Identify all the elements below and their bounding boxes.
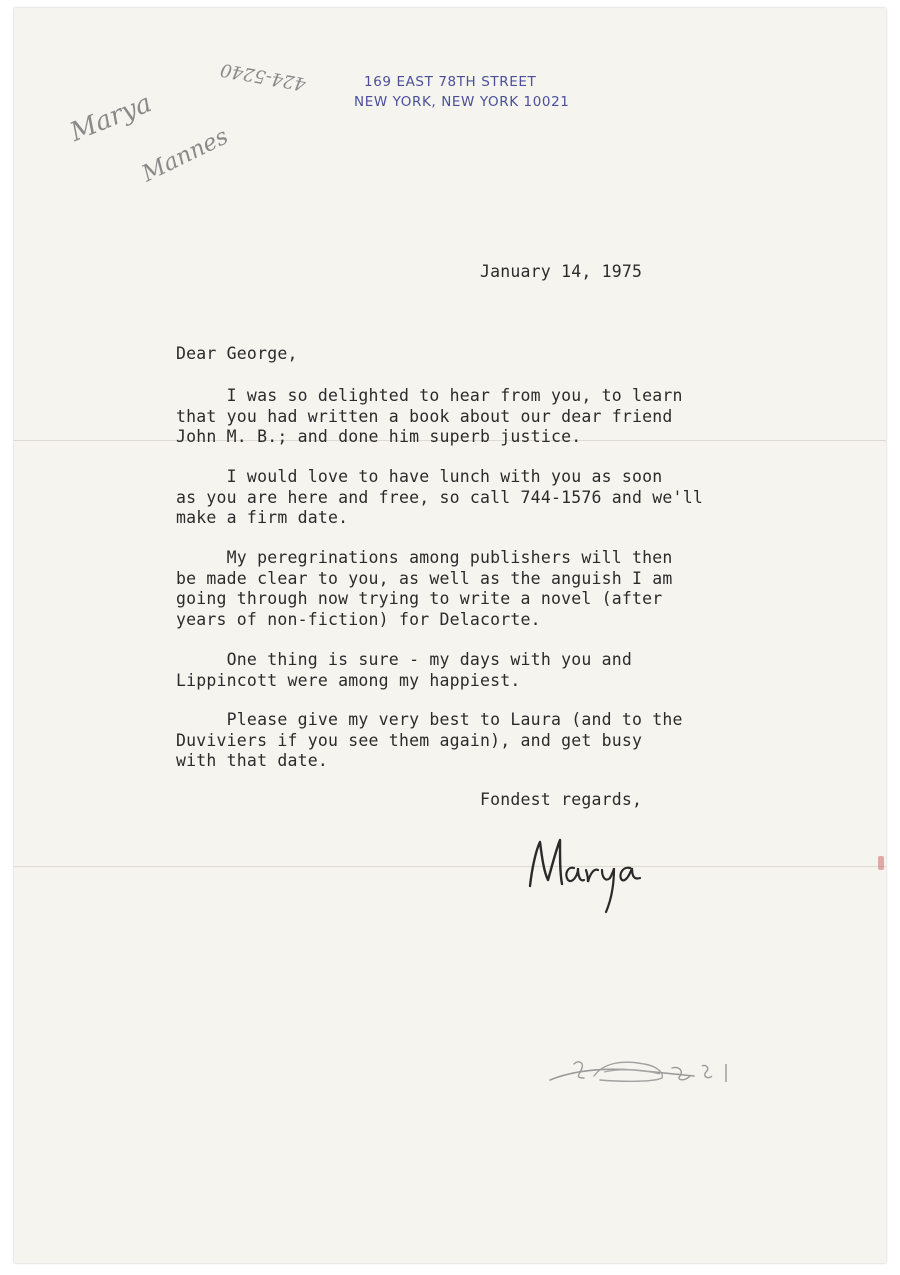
- letter-line: as you are here and free, so call 744-1576 and we'll: [176, 487, 703, 507]
- letter-line: Lippincott were among my happiest.: [176, 670, 521, 690]
- letter-date: January 14, 1975: [480, 262, 643, 281]
- letter-line: going through now trying to write a novel (after: [176, 589, 663, 608]
- letter-paragraph-5: [176, 710, 836, 772]
- letter-line: My peregrinations among publishers will then: [176, 548, 673, 567]
- letter-line: Please give my very best to Laura (and to the: [176, 710, 683, 729]
- letter-paragraph-4: [176, 650, 836, 691]
- letterhead-street: 169 EAST 78TH STREET: [364, 74, 537, 90]
- letter-line: John M. B.; and done him superb justice.: [176, 427, 582, 446]
- pencil-note-surname: Mannes: [138, 123, 233, 188]
- letter-paragraph-3: [176, 548, 836, 630]
- pencil-note-name: Marya: [66, 88, 156, 148]
- letter-line: with that date.: [176, 751, 329, 770]
- letter-paragraph-2: [176, 467, 836, 529]
- letterhead-address: [354, 72, 594, 112]
- pencil-note-number: 424-5240: [218, 58, 308, 95]
- signature-image: [522, 828, 652, 918]
- letter-page: [14, 8, 886, 1263]
- letter-line: I was so delighted to hear from you, to learn: [176, 386, 683, 405]
- letter-line: be made clear to you, as well as the anguish I am: [176, 568, 673, 588]
- letter-line: years of non-fiction) for Delacorte.: [176, 609, 541, 629]
- pencil-scribble-image: [544, 1052, 734, 1092]
- letter-line: make a firm date.: [176, 508, 349, 527]
- letter-line: One thing is sure - my days with you and: [176, 650, 633, 669]
- letter-salutation: Dear George,: [176, 344, 298, 363]
- letter-line: Duviviers if you see them again), and get busy: [176, 730, 643, 750]
- letter-line: that you had written a book about our dear friend: [176, 406, 673, 426]
- letter-paragraph-1: [176, 386, 836, 448]
- letter-closing: Fondest regards,: [480, 790, 643, 809]
- letter-line: I would love to have lunch with you as soon: [176, 467, 663, 486]
- fold-crease-lower: [14, 866, 886, 867]
- letterhead-city: NEW YORK, NEW YORK 10021: [354, 94, 570, 110]
- edge-mark: [878, 856, 884, 870]
